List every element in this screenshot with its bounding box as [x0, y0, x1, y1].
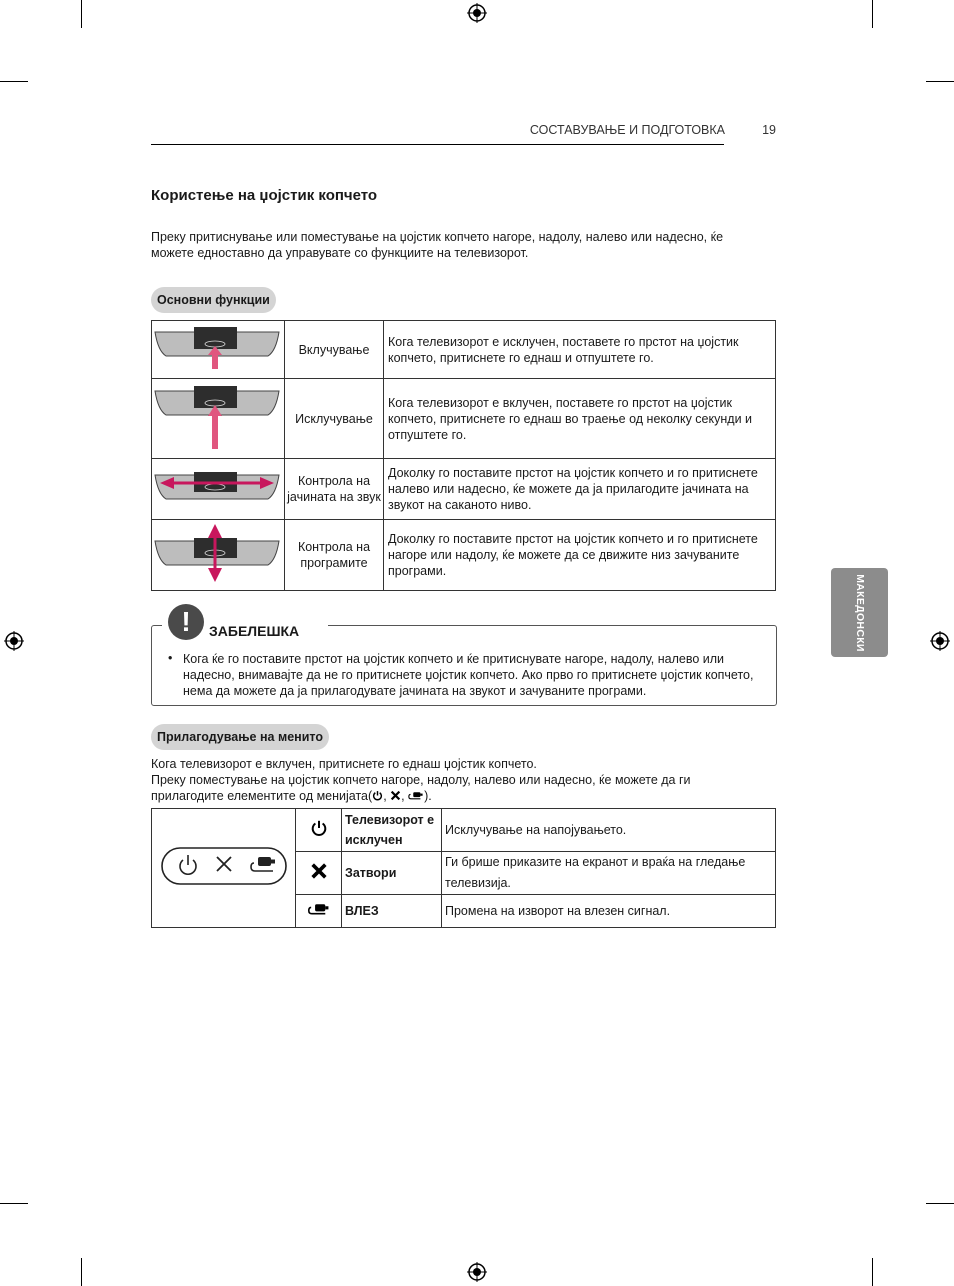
exclamation-icon: ! [168, 604, 204, 640]
intro-line: можете едноставно да управувате со функциите на телевизорот. [151, 246, 529, 260]
header-rule [151, 144, 724, 145]
power-icon [372, 790, 383, 801]
language-side-tab [831, 568, 888, 657]
function-name: Исклучување [285, 379, 384, 459]
crop-mark [872, 0, 873, 28]
menu-icon-cell [296, 852, 342, 895]
table-row [152, 321, 776, 379]
header-section: СОСТАВУВАЊЕ И ПОДГОТОВКА [529, 123, 725, 137]
input-icon [308, 901, 330, 917]
menu-text-line: Преку поместување на џојстик копчето нагоре, надолу, налево или надесно, ќе можете да ги [151, 773, 691, 787]
basic-functions-table [151, 320, 776, 591]
registration-mark-icon [467, 3, 487, 23]
note-text: Кога ќе го поставите прстот на џојстик копчето и ќе притиснувате нагоре, надолу, налево или надесно, внимавајте да не го притиснете џојстик копчето. Ако прво го притиснете џојстик копчето, нема да можете да ја прилагодувате јачината на звукот и зачуваните програми. [183, 652, 754, 698]
basic-functions-pill: Основни функции [151, 287, 276, 313]
menu-item-description: Ги брише приказите на екранот и враќа на гледање телевизија. [442, 852, 776, 895]
menu-text-suffix: ). [424, 789, 432, 803]
menu-text-line: прилагодите елементите од менијата( , , ). [151, 789, 432, 803]
function-description: Кога телевизорот е вклучен, поставете го прстот на џојстик копчето, притиснете го еднаш во траење од неколку секунди и отпуштете го. [384, 379, 776, 459]
table-row [152, 809, 776, 852]
close-icon [390, 790, 401, 801]
crop-mark [872, 1258, 873, 1286]
crop-mark [0, 1203, 28, 1204]
menu-item-label: Затвори [342, 852, 442, 895]
crop-mark [926, 1203, 954, 1204]
crop-mark [0, 81, 28, 82]
joystick-volume-illustration [152, 459, 285, 520]
crop-mark [81, 0, 82, 28]
note-title: ЗАБЕЛЕШКА [209, 623, 300, 639]
crop-mark [81, 1258, 82, 1286]
crop-mark [926, 81, 954, 82]
function-description: Кога телевизорот е исклучен, поставете го прстот на џојстик копчето, притиснете го еднаш и отпуштете го. [384, 321, 776, 379]
note-bullet: • [168, 651, 173, 665]
power-icon [310, 819, 328, 837]
intro-line: Преку притиснување или поместување на џојстик копчето нагоре, надолу, налево или надесно, ќе [151, 230, 724, 244]
registration-mark-icon [4, 631, 24, 651]
function-name: Вклучување [285, 321, 384, 379]
function-name: Контрола на програмите [285, 520, 384, 591]
menu-adjust-pill: Прилагодување на менито [151, 724, 329, 750]
menu-item-description: Исклучување на напојувањето. [442, 809, 776, 852]
menu-table [151, 808, 776, 928]
side-tab-label: МАКЕДОНСКИ [853, 573, 866, 652]
menu-text [151, 756, 776, 804]
intro-text [151, 229, 776, 261]
registration-mark-icon [467, 1262, 487, 1282]
close-icon [310, 862, 328, 880]
menu-icon-cell [296, 809, 342, 852]
function-name: Контрола на јачината на звук [285, 459, 384, 520]
function-description: Доколку го поставите прстот на џојстик копчето и го притиснете нагоре или надолу, ќе можете да се движите низ зачуваните програми. [384, 520, 776, 591]
table-row [152, 520, 776, 591]
menu-icon-cell [296, 895, 342, 928]
joystick-power-on-illustration [152, 321, 285, 379]
table-row [152, 459, 776, 520]
joystick-programme-illustration [152, 520, 285, 591]
menu-item-label: ВЛЕЗ [342, 895, 442, 928]
joystick-power-off-illustration [152, 379, 285, 459]
menu-text-line: Кога телевизорот е вклучен, притиснете го еднаш џојстик копчето. [151, 757, 537, 771]
menu-item-description: Промена на изворот на влезен сигнал. [442, 895, 776, 928]
menu-selector-illustration [152, 809, 296, 928]
menu-item-label: Телевизорот е исклучен [342, 809, 442, 852]
page-number: 19 [762, 123, 776, 137]
menu-text-prefix: прилагодите елементите од менијата( [151, 789, 373, 803]
input-icon [408, 790, 424, 801]
page-title: Користење на џојстик копчето [151, 187, 378, 204]
table-row [152, 379, 776, 459]
function-description: Доколку го поставите прстот на џојстик копчето и го притиснете налево или надесно, ќе можете да ја прилагодите јачината на звукот на саканото ниво. [384, 459, 776, 520]
registration-mark-icon [930, 631, 950, 651]
